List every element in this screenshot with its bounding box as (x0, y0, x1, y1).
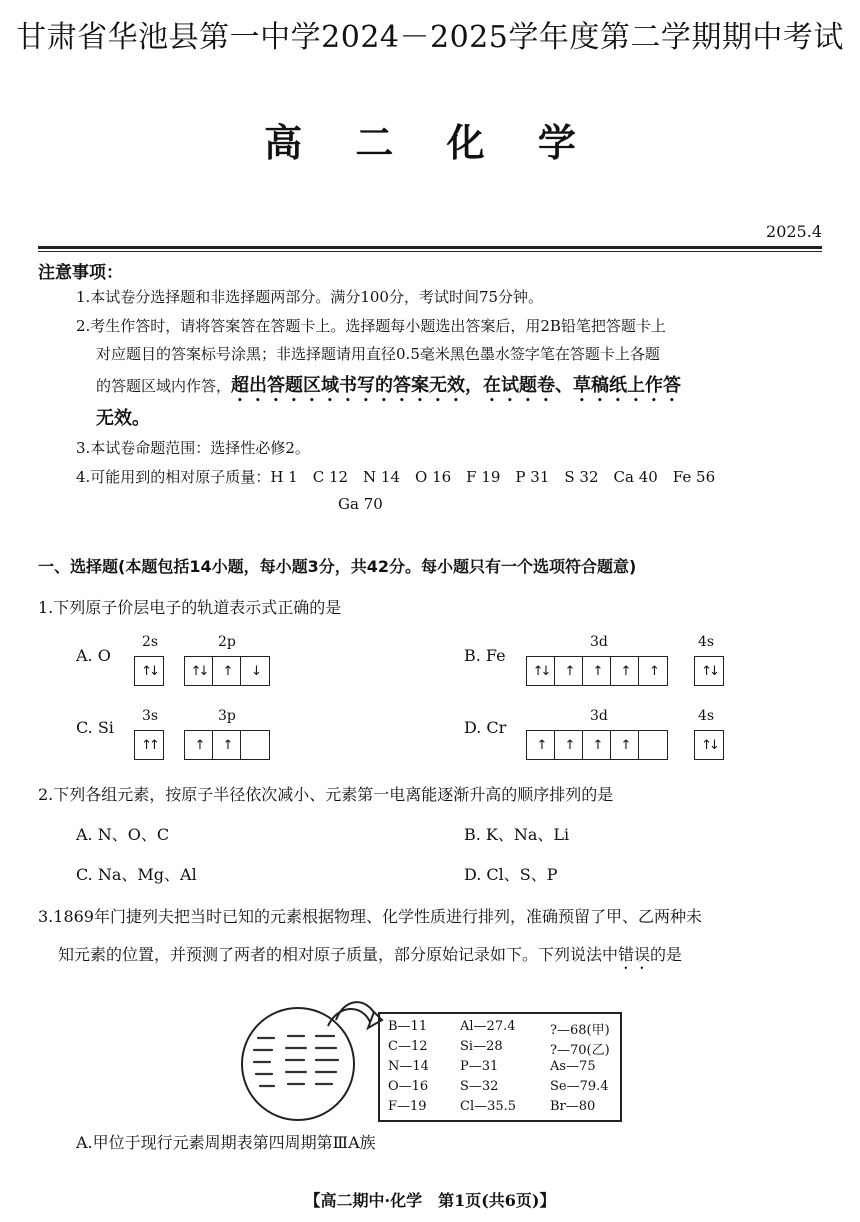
header-rule-thin (38, 251, 822, 252)
table-cell: C—12 (388, 1039, 428, 1054)
orbital-cell: ↑ (213, 657, 241, 685)
table-cell: Cl—35.5 (460, 1099, 517, 1114)
notice-item-2-line1: 2.考生作答时，请将答案答在答题卡上。选择题每小题选出答案后，用2B铅笔把答题卡上 (76, 317, 666, 335)
q2-option-d: D. Cl、S、P (464, 865, 558, 884)
notice-item-2-line3-text: 的答题区域内作答， (96, 377, 232, 395)
notice-item-2-line2: 对应题目的答案标号涂黑；非选择题请用直径0.5毫米黑色墨水签字笔在答题卡上各题 (96, 345, 660, 363)
orbital-cell: ↑↑ (141, 737, 157, 753)
q1-b-sub1: 3d (590, 634, 608, 650)
q1-a-orbital-box1 (134, 656, 164, 686)
notice-heading: 注意事项： (38, 263, 123, 283)
q1-d-sub2: 4s (698, 708, 715, 724)
orbital-cell: ↑ (583, 657, 611, 685)
orbital-cell: ↑ (555, 657, 583, 685)
notice-item-1: 1.本试卷分选择题和非选择题两部分。满分100分，考试时间75分钟。 (76, 288, 544, 306)
table-cell: S—32 (460, 1079, 499, 1094)
q3-stem-line2 (58, 942, 682, 973)
q3-stem-line2-post: 的是 (650, 945, 683, 964)
orbital-cell: ↑↓ (141, 663, 157, 679)
q1-c-orbital-box2 (184, 730, 270, 760)
subject-title: 高 二 化 学 (264, 120, 596, 165)
orbital-cell: ↑ (649, 663, 657, 679)
mendeleev-table (378, 1012, 622, 1122)
table-cell: ?—70(乙) (550, 1043, 610, 1058)
table-cell: Si—28 (460, 1039, 503, 1054)
exam-title: 甘肃省华池县第一中学2024－2025学年度第二学期期中考试 (16, 20, 844, 55)
orbital-cell (639, 731, 667, 759)
orbital-cell: ↑↓ (185, 657, 213, 685)
q1-stem: 1.下列原子价层电子的轨道表示式正确的是 (38, 598, 342, 617)
q3-option-a: A.甲位于现行元素周期表第四周期第ⅢA族 (76, 1133, 376, 1152)
notice-item-2-line3 (96, 371, 681, 406)
notice-item-4-line2: Ga 70 (338, 495, 383, 513)
orbital-cell: ↑ (527, 731, 555, 759)
table-cell: Al—27.4 (460, 1019, 516, 1034)
q1-option-a-label: A. O (76, 646, 111, 665)
orbital-cell: ↑ (213, 731, 241, 759)
orbital-cell: ↑ (555, 731, 583, 759)
notice-item-3: 3.本试卷命题范围：选择性必修2。 (76, 439, 310, 457)
notice-item-2-line4 (96, 404, 150, 430)
q2-option-c: C. Na、Mg、Al (76, 865, 197, 884)
orbital-cell: ↑↓ (701, 663, 717, 679)
table-cell: B—11 (388, 1019, 428, 1034)
q2-option-b: B. K、Na、Li (464, 825, 570, 844)
q1-option-d-label: D. Cr (464, 718, 507, 737)
q1-b-orbital-box1 (526, 656, 668, 686)
orbital-cell: ↑ (185, 731, 213, 759)
q1-d-orbital-box2 (694, 730, 724, 760)
header-rule-thick (38, 246, 822, 249)
q1-b-sub2: 4s (698, 634, 715, 650)
q2-stem: 2.下列各组元素，按原子半径依次减小、元素第一电离能逐渐升高的顺序排列的是 (38, 785, 614, 804)
q1-d-sub1: 3d (590, 708, 608, 724)
table-cell: Se—79.4 (550, 1079, 609, 1094)
notice-emphasis-end: 无效。 (96, 408, 150, 429)
q1-c-sub1: 3s (142, 708, 159, 724)
q1-a-sub2: 2p (218, 634, 236, 650)
notice-item-4-line1: 4.可能用到的相对原子质量：H 1 C 12 N 14 O 16 F 19 P 31 S 32 Ca 40 Fe 56 (76, 468, 716, 486)
table-cell: ?—68(甲) (550, 1023, 610, 1038)
q2-option-a: A. N、O、C (76, 825, 170, 844)
orbital-cell (241, 731, 269, 759)
table-cell: O—16 (388, 1079, 429, 1094)
mendeleev-manuscript-illustration (240, 998, 390, 1128)
orbital-cell: ↑ (611, 731, 639, 759)
table-cell: As—75 (550, 1059, 596, 1074)
orbital-cell: ↑↓ (701, 737, 717, 753)
q1-c-orbital-box1 (134, 730, 164, 760)
orbital-cell: ↓ (251, 663, 259, 679)
table-cell: N—14 (388, 1059, 429, 1074)
q1-b-orbital-box2 (694, 656, 724, 686)
q1-c-sub2: 3p (218, 708, 236, 724)
table-cell: Br—80 (550, 1099, 596, 1114)
q3-stem-line2-pre: 知元素的位置，并预测了两者的相对原子质量，部分原始记录如下。下列说法中 (58, 945, 619, 964)
page-footer: 【高二期中·化学 第1页(共6页)】 (304, 1191, 556, 1210)
q1-option-b-label: B. Fe (464, 646, 506, 665)
q3-stem-emphasis: 错误 (618, 945, 651, 964)
exam-date: 2025.4 (766, 222, 822, 241)
orbital-cell: ↑ (611, 657, 639, 685)
q1-a-orbital-box2 (184, 656, 270, 686)
orbital-cell: ↑↓ (527, 657, 555, 685)
section-heading: 一、选择题(本题包括14小题，每小题3分，共42分。每小题只有一个选项符合题意) (38, 557, 637, 576)
q1-d-orbital-box1 (526, 730, 668, 760)
table-cell: F—19 (388, 1099, 427, 1114)
q3-stem-line1: 3.1869年门捷列夫把当时已知的元素根据物理、化学性质进行排列，准确预留了甲、乙两种未 (38, 907, 702, 926)
orbital-cell: ↑ (583, 731, 611, 759)
q1-a-sub1: 2s (142, 634, 159, 650)
notice-emphasis: 超出答题区域书写的答案无效，在试题卷、草稿纸上作答 (231, 375, 682, 396)
table-cell: P—31 (460, 1059, 499, 1074)
q1-option-c-label: C. Si (76, 718, 114, 737)
